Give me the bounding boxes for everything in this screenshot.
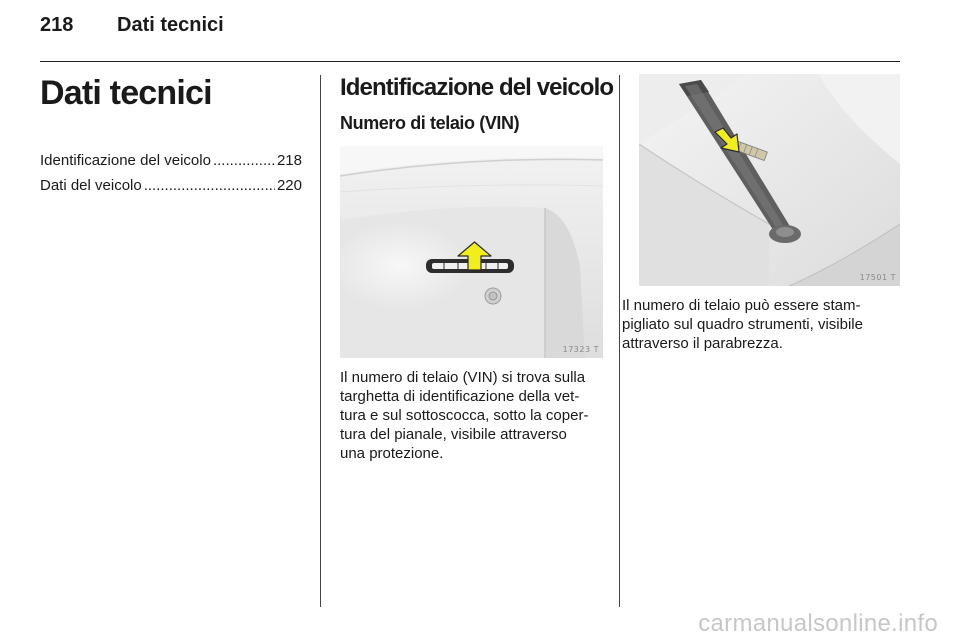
windscreen-paragraph: Il numero di telaio può essere stam- pigliato sul quadro strumenti, visibile attraverso il parabrezza. <box>622 297 863 352</box>
section-title: Identificazione del veicolo <box>340 74 614 101</box>
chapter-title: Dati tecnici <box>40 74 212 112</box>
running-title: Dati tecnici <box>117 14 224 36</box>
watermark: carmanualsonline.info <box>698 610 938 637</box>
vin-plate-illustration <box>340 146 603 358</box>
toc-dot-leader <box>213 152 275 169</box>
toc-entry[interactable] <box>40 177 302 202</box>
header-rule <box>40 61 900 62</box>
subsection-title: Numero di telaio (VIN) <box>340 113 520 133</box>
table-of-contents <box>40 152 302 202</box>
figure-code: 17501 T <box>859 273 896 282</box>
figure-vin-plate <box>340 146 603 358</box>
column-divider-left <box>320 75 321 607</box>
figure-windscreen <box>639 74 900 286</box>
vin-plate-paragraph: Il numero di telaio (VIN) si trova sulla targhetta di identificazione della vet- tura e sul sottoscocca, sotto la coper- tura del pianale, visibile attraverso una protezione. <box>340 369 589 462</box>
windscreen-illustration <box>639 74 900 286</box>
toc-entry-label: Identificazione del veicolo <box>40 152 211 169</box>
toc-entry-page: 220 <box>276 177 302 194</box>
figure-code: 17323 T <box>562 345 599 354</box>
toc-entry-label: Dati del veicolo <box>40 177 142 194</box>
page-number: 218 <box>40 14 74 36</box>
toc-entry-page: 218 <box>276 152 302 169</box>
column-divider-right <box>619 75 620 607</box>
toc-entry[interactable] <box>40 152 302 177</box>
toc-dot-leader <box>144 177 275 194</box>
